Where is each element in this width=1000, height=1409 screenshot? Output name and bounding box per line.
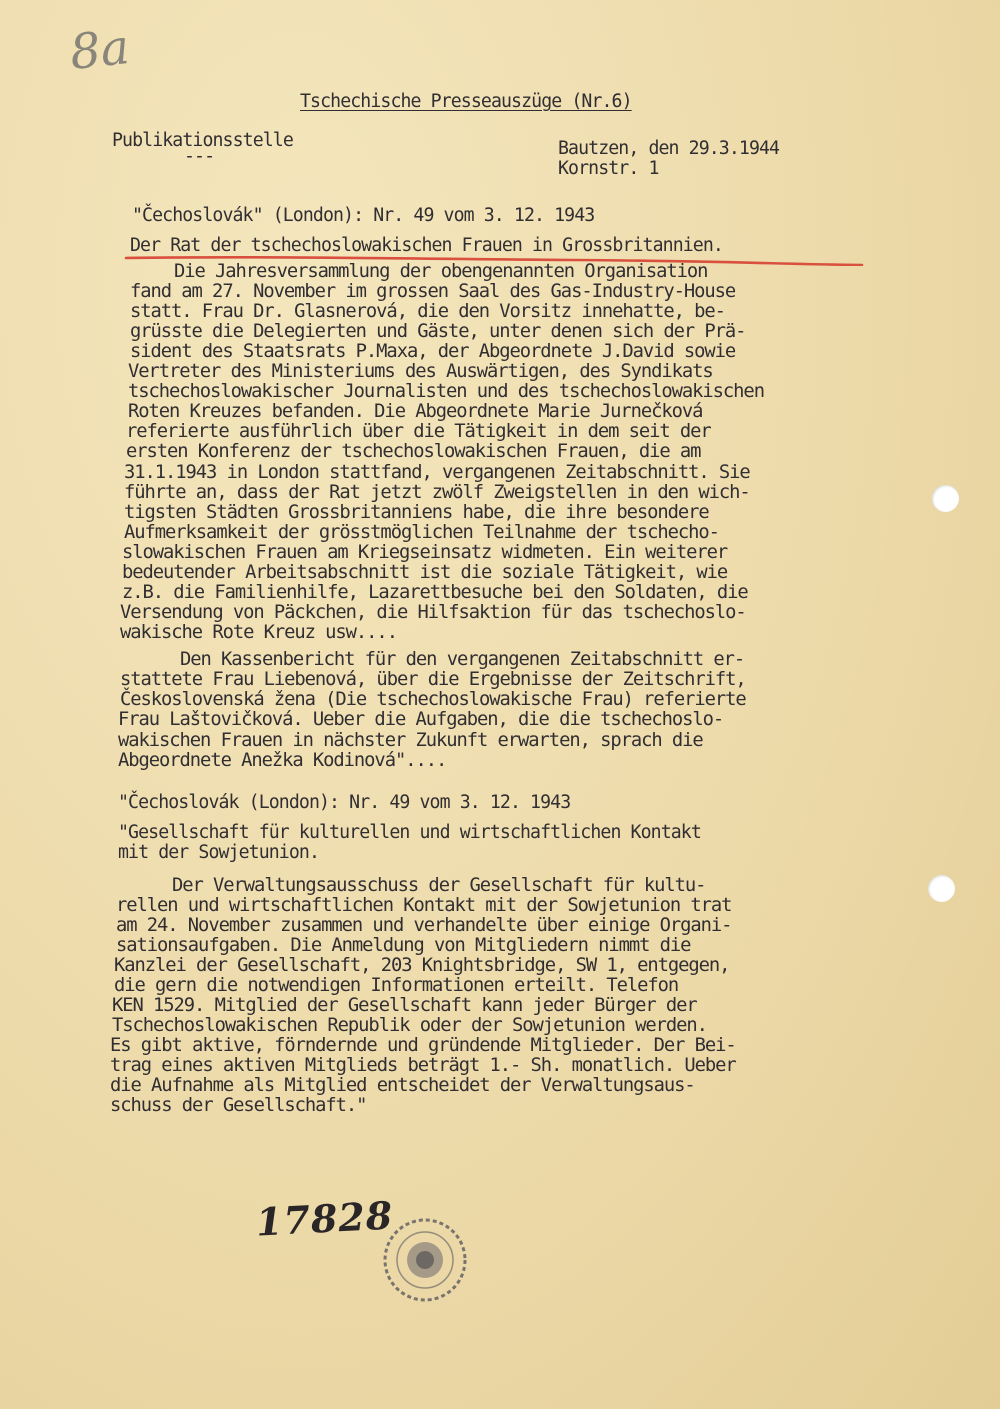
article-1-line: slowakischen Frauen am Kriegseinsatz widmeten. Ein weiterer <box>122 542 728 563</box>
office-name: Publikationsstelle <box>112 130 293 151</box>
article-1-source: "Čechoslovák" (London): Nr. 49 vom 3. 12. 1943 <box>132 205 595 226</box>
article-2-heading-line-2: mit der Sowjetunion. <box>118 842 319 863</box>
article-2-line: Der Verwaltungsausschuss der Gesellschaft für kultu- <box>172 875 706 896</box>
article-1-line: fand am 27. November im grossen Saal des Gas-Industry-House <box>130 281 736 302</box>
article-2-line: Tschechoslowakischen Republik oder der Sowjetunion werden. <box>112 1015 707 1036</box>
article-1-line: referierte ausführlich über die Tätigkeit in dem seit der <box>126 421 711 442</box>
article-1-line: wakische Rote Kreuz usw.... <box>120 622 397 643</box>
article-1-line: Vertreter des Ministeriums des Auswärtigen, des Syndikats <box>128 361 713 382</box>
article-2-line: am 24. November zusammen und verhandelte über einige Organi- <box>116 915 732 936</box>
article-2-line: die Aufnahme als Mitglied entscheidet der Verwaltungsaus- <box>110 1075 695 1096</box>
article-1-line: Abgeordnete Anežka Kodinová".... <box>118 750 447 771</box>
article-1-line: Roten Kreuzes befanden. Die Abgeordnete Marie Jurnečková <box>128 401 703 422</box>
article-1-line: tigsten Städten Grossbritanniens habe, die ihre besondere <box>124 502 709 523</box>
article-2-line: die gern die notwendigen Informationen erteilt. Telefon <box>114 975 679 996</box>
article-2-line: KEN 1529. Mitglied der Gesellschaft kann jeder Bürger der <box>112 995 697 1016</box>
article-1-line: 31.1.1943 in London stattfand, vergangenen Zeitabschnitt. Sie <box>124 462 750 483</box>
article-1-line: Versendung von Päckchen, die Hilfsaktion für das tschechoslo- <box>120 602 746 623</box>
article-2-line: schuss der Gesellschaft." <box>110 1095 367 1116</box>
article-1-line: stattete Frau Liebenová, über die Ergebnisse der Zeitschrift, <box>120 669 746 690</box>
article-1-line: bedeutender Arbeitsabschnitt ist die soziale Tätigkeit, wie <box>122 562 728 583</box>
article-1-line: z.B. die Familienhilfe, Lazarettbesuche bei den Soldaten, die <box>122 582 748 603</box>
handwritten-mark: 8a <box>67 19 132 81</box>
article-2-source: "Čechoslovák (London): Nr. 49 vom 3. 12. 1943 <box>118 792 571 813</box>
article-1-line: Československá žena (Die tschechoslowakische Frau) referierte <box>120 689 746 710</box>
article-1-line: Aufmerksamkeit der grösstmöglichen Teilnahme der tschecho- <box>124 522 719 543</box>
archive-seal-stamp <box>380 1215 470 1305</box>
article-2-line: Es gibt aktive, förndernde und gründende Mitglieder. Der Bei- <box>110 1035 736 1056</box>
article-1-line: tschechoslowakischer Journalisten und des tschechoslowakischen <box>128 381 764 402</box>
place-date: Bautzen, den 29.3.1944 <box>558 138 780 159</box>
article-2-line: rellen und wirtschaftlichen Kontakt mit der Sowjetunion trat <box>116 895 732 916</box>
address: Kornstr. 1 <box>558 158 659 179</box>
office-dash: --- <box>184 146 215 167</box>
article-1-line: wakischen Frauen in nächster Zukunft erwarten, sprach die <box>118 730 703 751</box>
article-2-line: trag eines aktiven Mitglieds beträgt 1.- Sh. monatlich. Ueber <box>110 1055 736 1076</box>
article-1-line: ersten Konferenz der tschechoslowakischen Frauen, die am <box>126 441 701 462</box>
article-1-line: Frau Laštovičková. Ueber die Aufgaben, die die tschechoslo- <box>118 709 724 730</box>
article-2-line: Kanzlei der Gesellschaft, 203 Knightsbridge, SW 1, entgegen, <box>114 955 730 976</box>
article-1-line: Die Jahresversammlung der obengenannten Organisation <box>174 261 708 282</box>
article-1-line: statt. Frau Dr. Glasnerová, die den Vorsitz innehatte, be- <box>130 301 725 322</box>
article-1-line: Den Kassenbericht für den vergangenen Zeitabschnitt er- <box>180 649 745 670</box>
article-1-line: sident des Staatsrats P.Maxa, der Abgeordnete J.David sowie <box>130 341 736 362</box>
article-1-line: führte an, dass der Rat jetzt zwölf Zweigstellen in den wich- <box>124 482 750 503</box>
punch-hole-top <box>932 485 959 512</box>
article-2-line: sationsaufgaben. Die Anmeldung von Mitgliedern nimmt die <box>116 935 691 956</box>
punch-hole-bottom <box>928 875 955 902</box>
article-1-heading: Der Rat der tschechoslowakischen Frauen in Grossbritannien. <box>130 235 723 256</box>
document-title: Tschechische Presseauszüge (Nr.6) <box>300 91 632 112</box>
archive-number: 17828 <box>254 1192 395 1245</box>
article-1-line: grüsste die Delegierten und Gäste, unter denen sich der Prä- <box>130 321 746 342</box>
article-2-heading-line-1: "Gesellschaft für kulturellen und wirtschaftlichen Kontakt <box>118 822 701 843</box>
